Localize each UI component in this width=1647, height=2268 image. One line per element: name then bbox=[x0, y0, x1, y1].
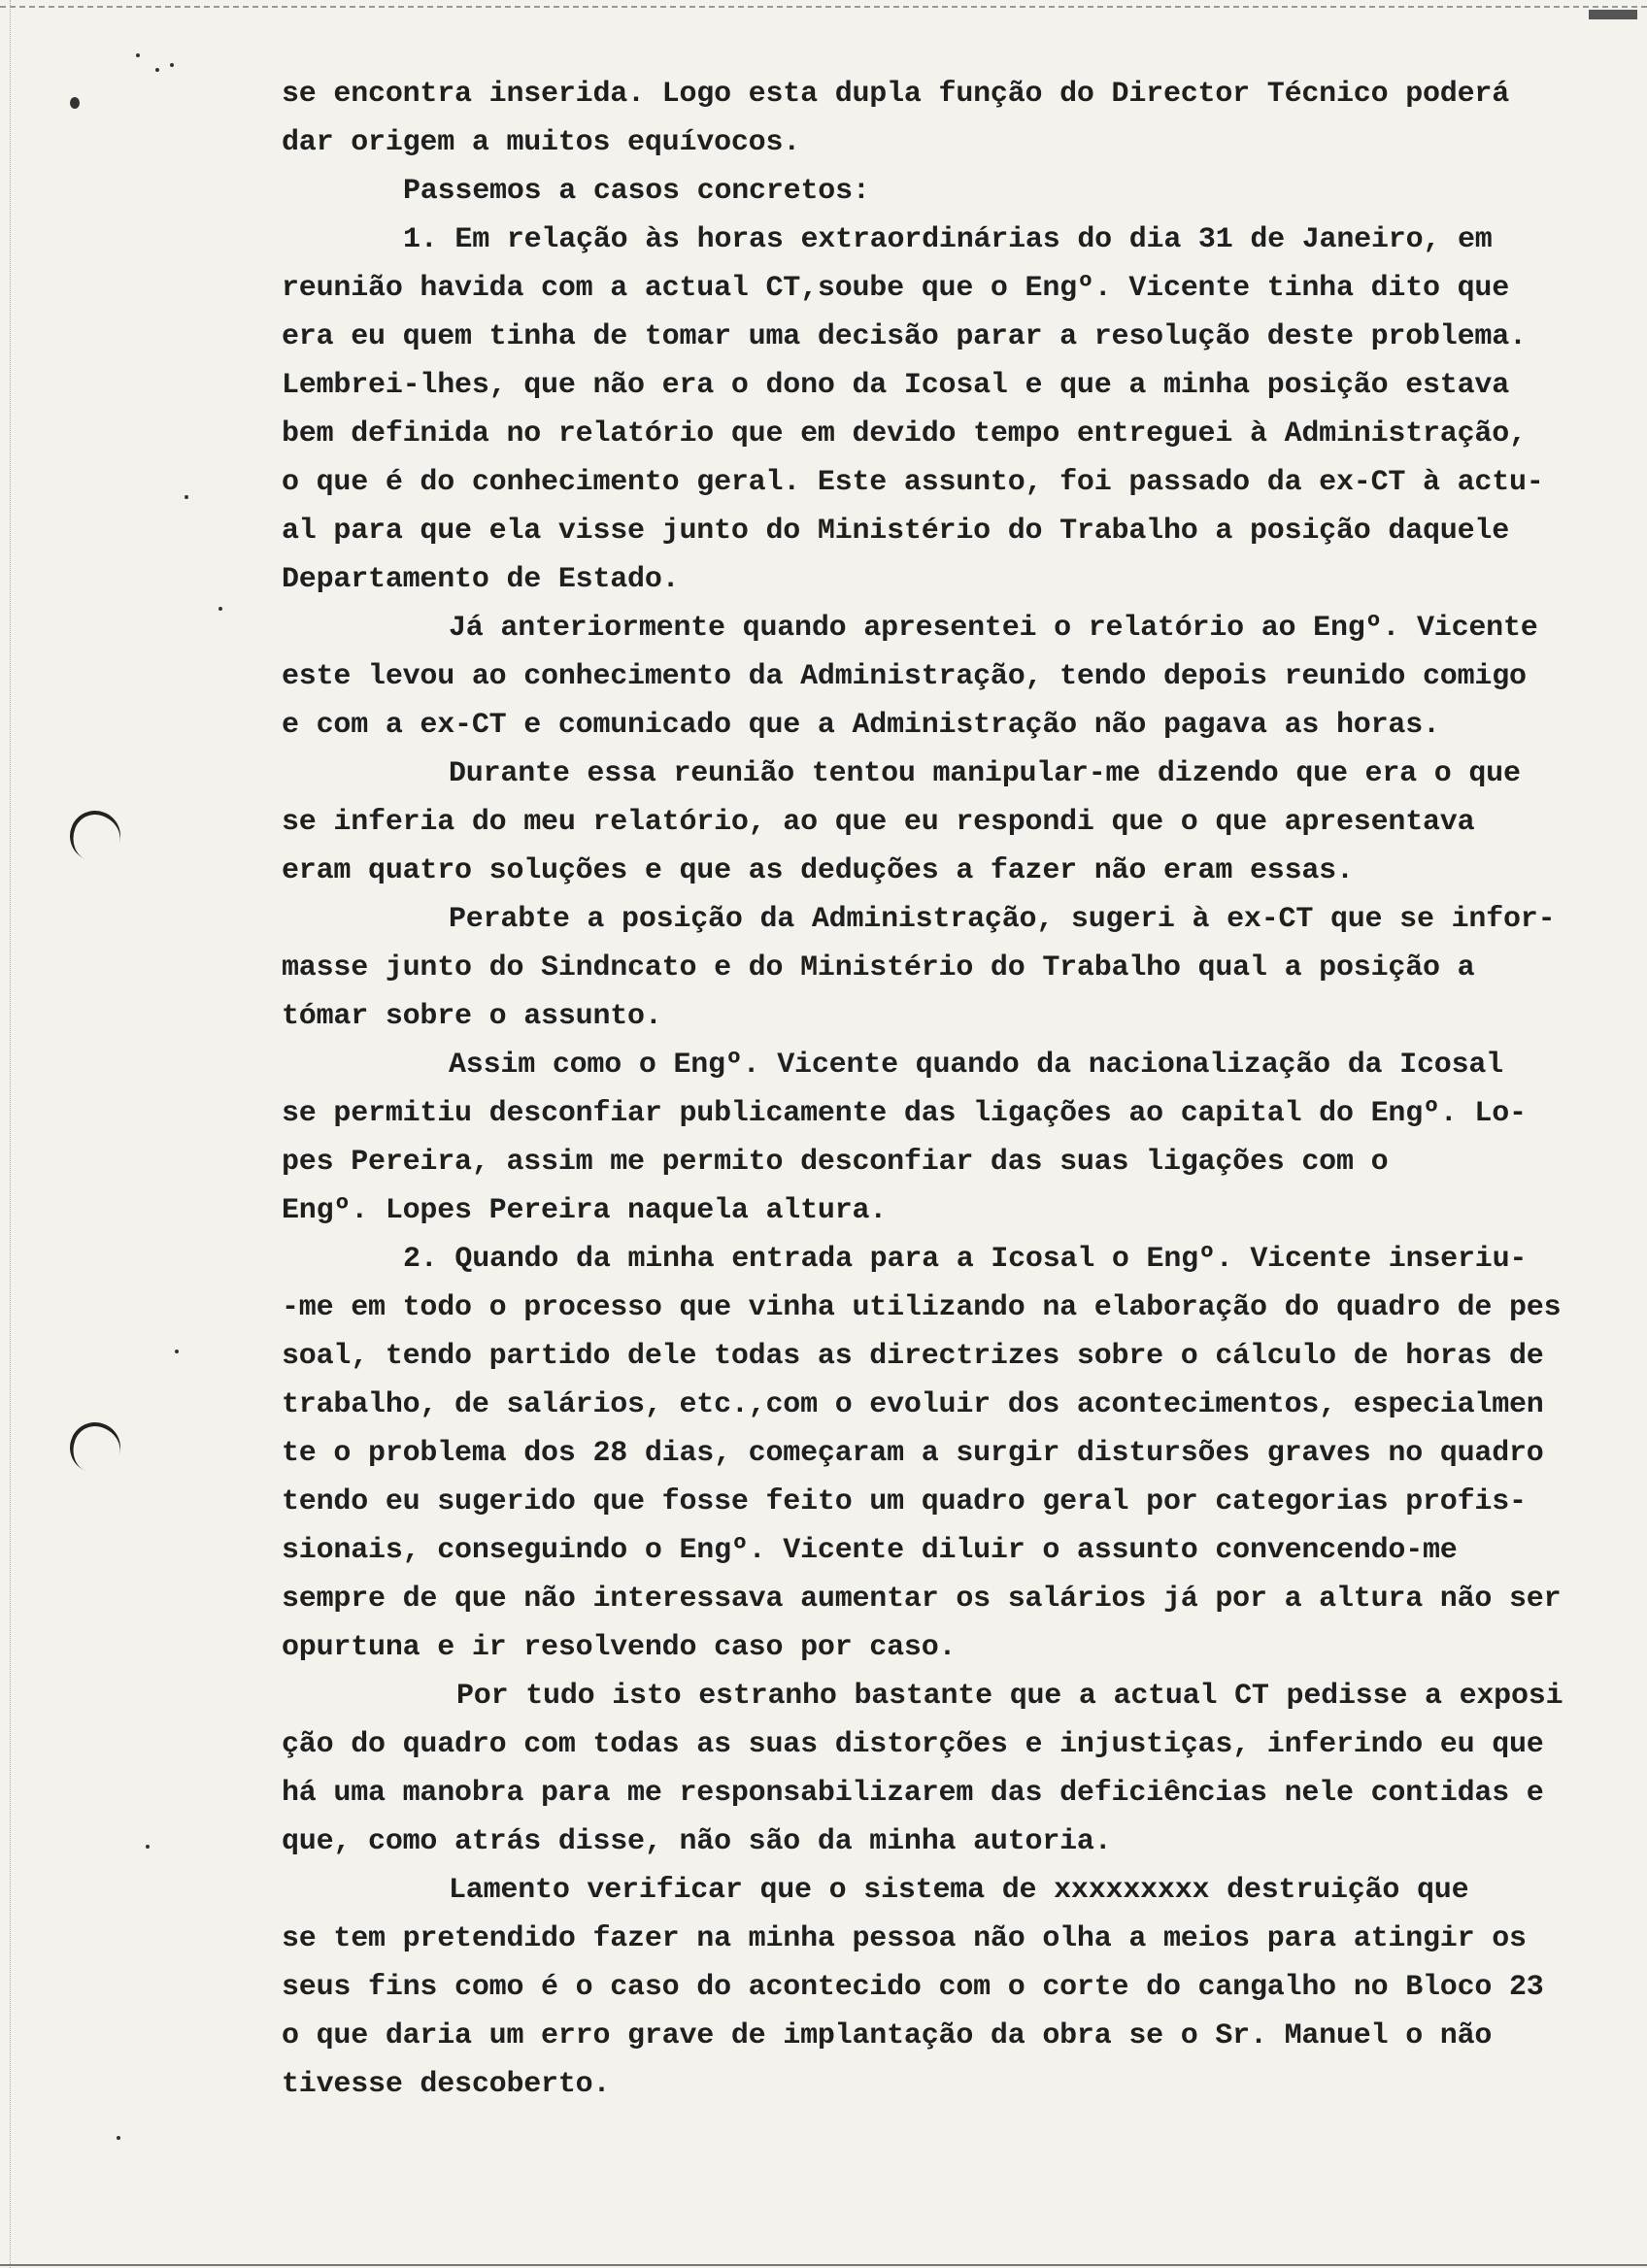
text-line: opurtuna e ir resolvendo caso por caso. bbox=[282, 1631, 957, 1664]
ink-speck bbox=[175, 1350, 179, 1353]
text-line: se inferia do meu relatório, ao que eu respondi que o que apresentava bbox=[282, 806, 1475, 839]
text-line: 1. Em relação às horas extraordinárias do dia 31 de Janeiro, em bbox=[403, 223, 1493, 256]
ink-speck bbox=[185, 495, 188, 499]
text-line: o que daria um erro grave de implantação da obra se o Sr. Manuel o não bbox=[282, 2019, 1493, 2052]
text-line: tómar sobre o assunto. bbox=[282, 1000, 662, 1033]
text-line: masse junto do Sindncato e do Ministério do Trabalho qual a posição a bbox=[282, 951, 1475, 984]
text-line: soal, tendo partido dele todas as directrizes sobre o cálculo de horas de bbox=[282, 1340, 1544, 1373]
text-line: pes Pereira, assim me permito desconfiar das suas ligações com o bbox=[282, 1146, 1389, 1179]
bottom-edge-line bbox=[0, 2264, 1647, 2266]
text-line: tivesse descoberto. bbox=[282, 2068, 611, 2101]
text-line: reunião havida com a actual CT,soube que o Engº. Vicente tinha dito que bbox=[282, 272, 1510, 305]
text-line: este levou ao conhecimento da Administração, tendo depois reunido comigo bbox=[282, 660, 1527, 693]
ink-speck bbox=[136, 53, 140, 57]
text-line: seus fins como é o caso do acontecido com o corte do cangalho no Bloco 23 bbox=[282, 1971, 1544, 2004]
text-line: ção do quadro com todas as suas distorções e injustiças, inferindo eu que bbox=[282, 1728, 1544, 1761]
text-line: trabalho, de salários, etc.,com o evoluir dos acontecimentos, especialmen bbox=[282, 1388, 1544, 1421]
ink-speck bbox=[218, 607, 222, 611]
punch-hole-shadow bbox=[63, 1416, 128, 1481]
top-edge-mark bbox=[1589, 10, 1637, 19]
text-line: Assim como o Engº. Vicente quando da nacionalização da Icosal bbox=[449, 1049, 1503, 1082]
text-line: Lamento verificar que o sistema de xxxxxxxxx destruição que bbox=[449, 1874, 1469, 1907]
text-line: 2. Quando da minha entrada para a Icosal o Engº. Vicente inseriu- bbox=[403, 1243, 1528, 1276]
text-line: bem definida no relatório que em devido tempo entreguei à Administração, bbox=[282, 417, 1527, 450]
text-line: se encontra inserida. Logo esta dupla função do Director Técnico poderá bbox=[282, 78, 1510, 111]
text-line: eram quatro soluções e que as deduções a fazer não eram essas. bbox=[282, 854, 1354, 887]
text-line: que, como atrás disse, não são da minha autoria. bbox=[282, 1825, 1112, 1858]
text-line: -me em todo o processo que vinha utilizando na elaboração do quadro de pes bbox=[282, 1291, 1562, 1324]
text-line: dar origem a muitos equívocos. bbox=[282, 126, 801, 159]
text-line: Perabte a posição da Administração, sugeri à ex-CT que se infor- bbox=[449, 903, 1556, 936]
ink-speck bbox=[117, 2136, 120, 2140]
text-line: o que é do conhecimento geral. Este assunto, foi passado da ex-CT à actu- bbox=[282, 466, 1544, 499]
text-line: Engº. Lopes Pereira naquela altura. bbox=[282, 1194, 888, 1227]
text-line: Departamento de Estado. bbox=[282, 563, 680, 596]
ink-speck bbox=[146, 1845, 150, 1849]
text-line: sempre de que não interessava aumentar os salários já por a altura não ser bbox=[282, 1583, 1562, 1616]
text-line: Lembrei-lhes, que não era o dono da Icosal e que a minha posição estava bbox=[282, 369, 1510, 402]
left-edge-line bbox=[10, 0, 12, 2268]
ink-speck bbox=[170, 63, 174, 67]
text-line: Durante essa reunião tentou manipular-me dizendo que era o que bbox=[449, 757, 1521, 790]
text-line: há uma manobra para me responsabilizarem das deficiências nele contidas e bbox=[282, 1777, 1544, 1810]
text-line: tendo eu sugerido que fosse feito um quadro geral por categorias profis- bbox=[282, 1485, 1527, 1518]
text-line: Passemos a casos concretos: bbox=[403, 175, 870, 208]
text-line: Já anteriormente quando apresentei o relatório ao Engº. Vicente bbox=[449, 612, 1538, 645]
text-line: al para que ela visse junto do Ministério do Trabalho a posição daquele bbox=[282, 515, 1510, 548]
top-edge-line bbox=[0, 6, 1647, 21]
text-line: se permitiu desconfiar publicamente das ligações ao capital do Engº. Lo- bbox=[282, 1097, 1527, 1130]
text-line: se tem pretendido fazer na minha pessoa não olha a meios para atingir os bbox=[282, 1922, 1527, 1955]
text-line: sionais, conseguindo o Engº. Vicente diluir o assunto convencendo-me bbox=[282, 1534, 1458, 1567]
text-line: Por tudo isto estranho bastante que a actual CT pedisse a exposi bbox=[456, 1680, 1563, 1713]
ink-speck bbox=[155, 68, 159, 72]
ink-speck bbox=[70, 97, 80, 109]
text-line: e com a ex-CT e comunicado que a Administração não pagava as horas. bbox=[282, 709, 1440, 742]
text-line: era eu quem tinha de tomar uma decisão parar a resolução deste problema. bbox=[282, 320, 1527, 353]
document-body bbox=[282, 70, 1622, 2109]
text-line: te o problema dos 28 dias, começaram a surgir distursões graves no quadro bbox=[282, 1437, 1544, 1470]
punch-hole-shadow bbox=[63, 804, 128, 869]
